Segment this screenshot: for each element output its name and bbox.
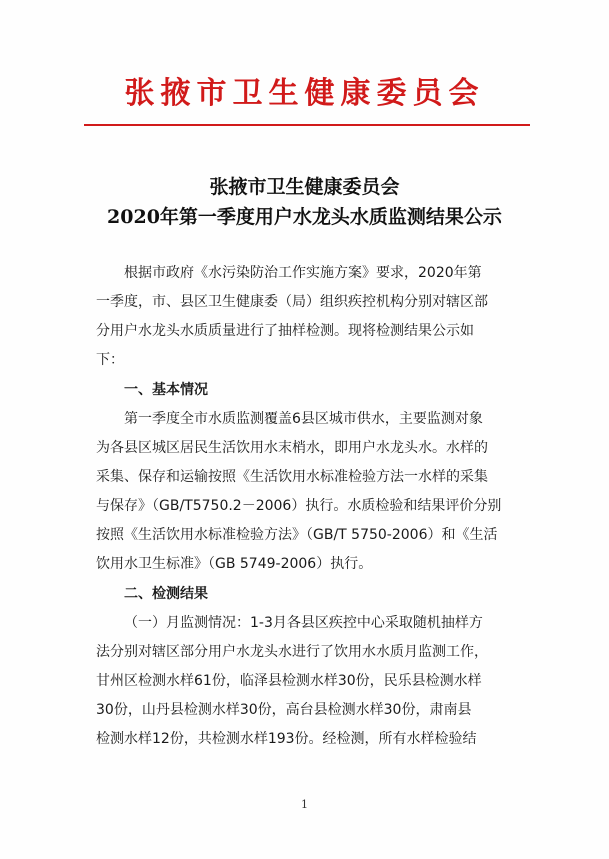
section-heading: 一、基本情况 (124, 382, 208, 398)
body-line: 法分别对辖区部分用户水龙头水进行了饮用水水质月监测工作， (96, 644, 488, 660)
body-line: 分用户水龙头水质质量进行了抽样检测。现将检测结果公示如 (96, 323, 474, 339)
body-line: （一）月监测情况：1-3月各县区疾控中心采取随机抽样方 (124, 615, 483, 631)
body-line: 与保存》（GB/T5750.2－2006）执行。水质检验和结果评价分别 (96, 498, 502, 514)
section-heading: 二、检测结果 (124, 586, 208, 602)
body-line: 采集、保存和运输按照《生活饮用水标准检验方法一水样的采集 (96, 469, 488, 485)
body-line: 为各县区城区居民生活饮用水末梢水，即用户水龙头水。水样的 (96, 440, 488, 456)
body-line: 甘州区检测水样61份，临泽县检测水样30份，民乐县检测水样 (96, 673, 482, 689)
page-number: 1 (301, 798, 308, 811)
body-line: 按照《生活饮用水标准检验方法》（GB/T 5750-2006）和《生活 (96, 527, 498, 543)
body-line: 30份，山丹县检测水样30份，高台县检测水样30份，肃南县 (96, 702, 472, 718)
body-line: 检测水样12份，共检测水样193份。经检测，所有水样检验结 (96, 731, 477, 747)
body-line: 一季度，市、县区卫生健康委（局）组织疾控机构分别对辖区部 (96, 294, 488, 310)
body-line: 下： (96, 352, 124, 368)
document-title-line-2: 2020年第一季度用户水龙头水质监测结果公示 (107, 206, 502, 228)
body-line: 第一季度全市水质监测覆盖6县区城市供水，主要监测对象 (124, 411, 483, 427)
body-line: 饮用水卫生标准》（GB 5749-2006）执行。 (96, 556, 373, 572)
issuing-organization-header: 张掖市卫生健康委员会 (124, 76, 485, 111)
document-title-line-1: 张掖市卫生健康委员会 (209, 176, 400, 198)
body-line: 根据市政府《水污染防治工作实施方案》要求，2020年第 (124, 265, 482, 281)
red-header-rule (84, 124, 530, 126)
